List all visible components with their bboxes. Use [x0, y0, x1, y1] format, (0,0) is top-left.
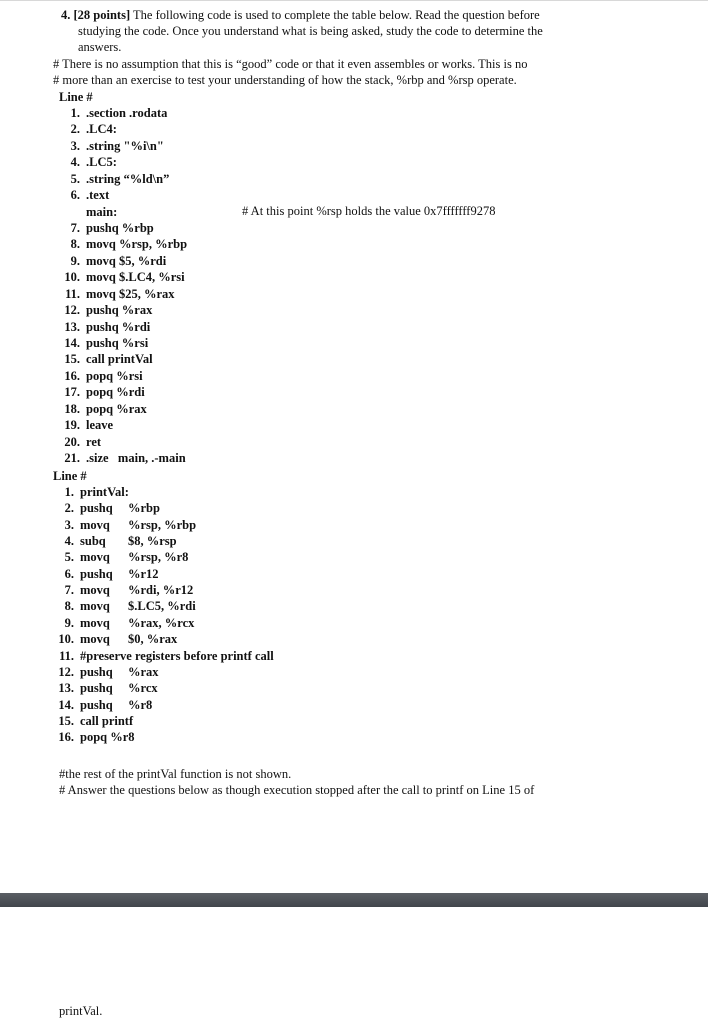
main-code-line [60, 236, 187, 252]
line-number: 13. [64, 319, 80, 334]
code-text: popq %rax [86, 401, 147, 416]
line-number: 6. [70, 188, 80, 203]
main-code-line [60, 417, 113, 433]
code-op: popq %r8 [80, 730, 135, 745]
code-text: .string "%i\n" [86, 138, 164, 153]
main-code-line [60, 204, 117, 220]
code-arg: %rax, %rcx [128, 615, 195, 630]
line-number: 10. [58, 632, 74, 647]
question-number: 4. [61, 8, 71, 22]
code-text: .section .rodata [86, 106, 168, 120]
line-number: 15. [58, 713, 74, 728]
code-op: movq [80, 517, 110, 532]
line-number: 6. [64, 566, 74, 581]
code-arg: %rdi, %r12 [128, 583, 194, 598]
code-text: movq $25, %rax [86, 286, 175, 301]
printval-code-line [54, 631, 177, 647]
code-op: pushq [80, 681, 113, 696]
printval-code-line [54, 713, 133, 729]
code-op: pushq [80, 697, 113, 712]
main-code-line [60, 335, 148, 351]
question-line-1 [61, 7, 540, 23]
code-op: movq [80, 550, 110, 565]
note-line-1: # There is no assumption that this is “good” code or that it even assembles or works. This is no [53, 57, 528, 71]
printval-code-line [54, 582, 193, 598]
code-arg: $0, %rax [128, 632, 178, 647]
page-break-bar [0, 893, 708, 907]
main-code-line [60, 302, 152, 318]
continuation-text: printVal. [59, 1004, 103, 1018]
main-code-line [60, 351, 153, 367]
printval-line-header: Line # [53, 469, 87, 483]
code-text: .text [86, 188, 110, 203]
printval-code-line [54, 680, 158, 696]
code-text: .size main, .-main [86, 451, 186, 466]
code-text: pushq %rax [86, 303, 153, 318]
main-code-line [60, 286, 175, 302]
code-text: pushq %rsi [86, 336, 149, 351]
main-code-line [60, 138, 164, 154]
line-number: 21. [64, 451, 80, 466]
line-number: 16. [58, 730, 74, 745]
line-number: 17. [64, 385, 80, 400]
main-code-line [60, 121, 117, 137]
main-code-line [60, 368, 143, 384]
printval-code-line [54, 500, 160, 516]
line-number: 16. [64, 368, 80, 383]
line-number: 18. [64, 401, 80, 416]
printval-code-line [54, 533, 177, 549]
line-number: 8. [70, 237, 80, 252]
line-number: 9. [70, 253, 80, 268]
line-number: 11. [65, 286, 80, 301]
printval-code-line [54, 517, 196, 533]
line-number: 7. [70, 221, 80, 235]
line-number: 10. [64, 270, 80, 285]
line-number: 12. [58, 664, 74, 679]
line-number: 7. [64, 583, 74, 598]
line-number: 14. [64, 336, 80, 351]
code-arg: %r8 [128, 697, 153, 712]
line-number: 19. [64, 418, 80, 433]
main-code-line [60, 187, 109, 203]
code-text: .string “%ld\n” [86, 171, 170, 186]
code-op: pushq [80, 664, 113, 679]
code-op: printVal: [80, 485, 129, 499]
line-number: 2. [70, 122, 80, 137]
printval-code-line [54, 664, 159, 680]
line-number: 9. [64, 615, 74, 630]
line-number: 20. [64, 434, 80, 449]
code-arg: $.LC5, %rdi [128, 599, 196, 614]
line-number: 4. [64, 534, 74, 549]
code-arg: %rbp [128, 501, 160, 516]
code-op: subq [80, 534, 106, 549]
code-op: pushq [80, 566, 113, 581]
code-text: movq $.LC4, %rsi [86, 270, 185, 285]
code-text: call printVal [86, 352, 153, 367]
question-intro-2: studying the code. Once you understand what is being asked, study the code to determine the [78, 24, 543, 38]
line-number: 1. [64, 485, 74, 499]
main-code-line [60, 434, 101, 450]
code-op: #preserve registers before printf call [80, 648, 274, 663]
main-code-line [60, 154, 117, 170]
line-number: 1. [70, 106, 80, 120]
printval-code-line [54, 549, 188, 565]
main-code-line [60, 220, 154, 236]
code-op: movq [80, 599, 110, 614]
code-text: .LC5: [86, 155, 117, 170]
question-intro-3: answers. [78, 40, 122, 54]
main-code-line [60, 450, 186, 466]
code-text: popq %rdi [86, 385, 145, 400]
main-line-header: Line # [59, 90, 93, 104]
line-number: 8. [64, 599, 74, 614]
footer-line-1: #the rest of the printVal function is not shown. [59, 767, 292, 781]
code-arg: %rsp, %r8 [128, 550, 189, 565]
main-code-line [60, 105, 167, 121]
printval-code-line [54, 566, 159, 582]
code-text: pushq %rbp [86, 221, 154, 235]
line-number: 5. [64, 550, 74, 565]
code-text: ret [86, 434, 102, 449]
main-code-line [60, 384, 145, 400]
top-border [0, 0, 708, 1]
code-text: movq $5, %rdi [86, 253, 167, 268]
code-text: leave [86, 418, 114, 433]
printval-code-line [54, 648, 274, 664]
main-code-line [60, 171, 169, 187]
printval-code-line [54, 729, 135, 745]
code-arg: %r12 [128, 566, 159, 581]
printval-code-line [54, 598, 196, 614]
code-arg: $8, %rsp [128, 534, 177, 549]
code-text: .LC4: [86, 122, 117, 137]
line-number: 5. [70, 171, 80, 186]
code-op: call printf [80, 713, 134, 728]
code-op: movq [80, 583, 110, 598]
line-number: 11. [59, 648, 74, 663]
code-text: main: [86, 204, 118, 219]
line-number: 3. [70, 138, 80, 153]
main-code-line [60, 269, 185, 285]
code-text: popq %rsi [86, 368, 143, 383]
code-op: movq [80, 615, 110, 630]
code-text: pushq %rdi [86, 319, 151, 334]
note-line-2: # more than an exercise to test your understanding of how the stack, %rbp and %rsp operate. [53, 73, 517, 87]
main-code-line [60, 253, 166, 269]
question-points: [28 points] [73, 8, 131, 22]
code-arg: %rax [128, 664, 159, 679]
question-intro-1: The following code is used to complete the table below. Read the question before [133, 8, 540, 22]
code-arg: %rsp, %rbp [128, 517, 197, 532]
printval-code-line [54, 484, 129, 500]
main-code-line [60, 319, 150, 335]
line-number: 13. [58, 681, 74, 696]
rsp-comment: # At this point %rsp holds the value 0x7fffffff9278 [242, 204, 496, 218]
code-op: pushq [80, 501, 113, 516]
line-number: 14. [58, 697, 74, 712]
printval-code-line [54, 697, 152, 713]
line-number: 4. [70, 155, 80, 170]
printval-code-line [54, 615, 194, 631]
code-arg: %rcx [128, 681, 158, 696]
line-number: 2. [64, 501, 74, 516]
main-code-line [60, 401, 147, 417]
code-text: movq %rsp, %rbp [86, 237, 188, 252]
footer-line-2: # Answer the questions below as though execution stopped after the call to printf on Line 15 of [59, 783, 535, 797]
code-op: movq [80, 632, 110, 647]
line-number: 15. [64, 352, 80, 367]
line-number: 12. [64, 303, 80, 318]
line-number: 3. [64, 517, 74, 532]
